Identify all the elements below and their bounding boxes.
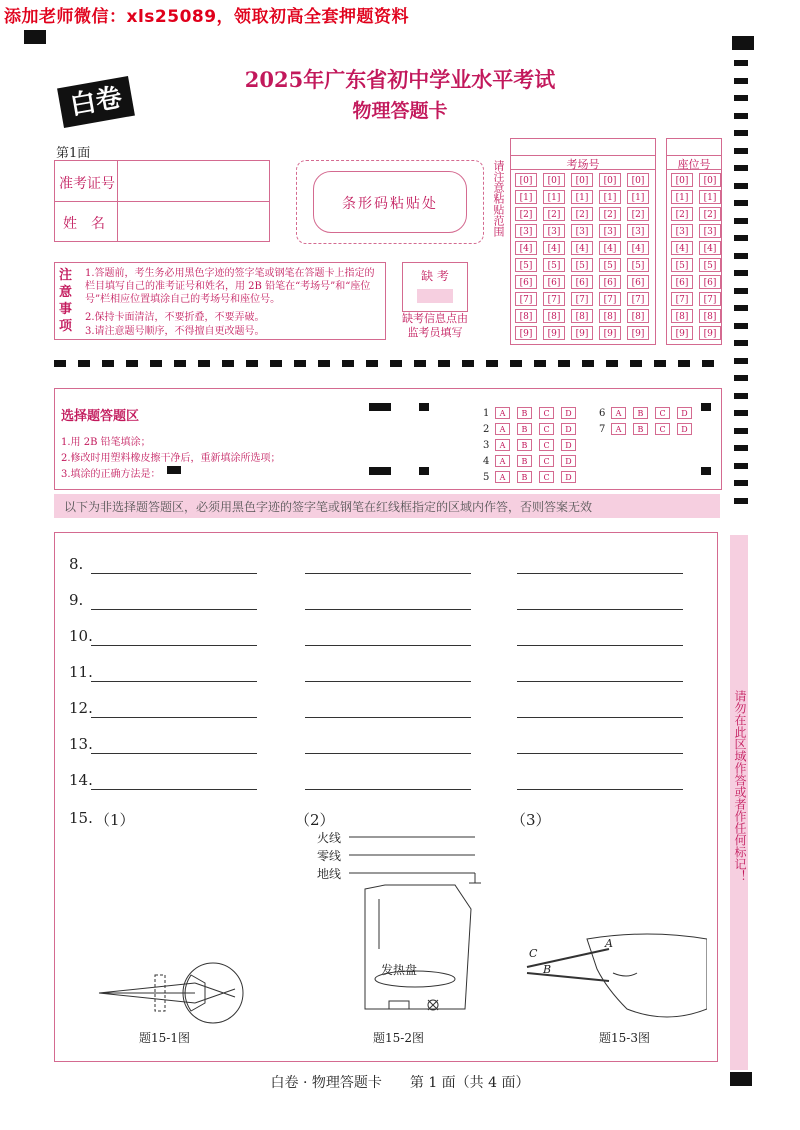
timing-mark xyxy=(734,130,748,136)
paste-range-notice: 请注意粘贴范围 xyxy=(492,160,505,237)
barcode-label: 条形码粘贴处 xyxy=(342,196,438,212)
choice-option-bubble[interactable]: D xyxy=(677,423,692,435)
answer-blank[interactable] xyxy=(517,753,683,754)
choice-area xyxy=(54,388,722,490)
no-answer-sidebar-text: 请勿在此区域作答或者作任何标记！ xyxy=(733,690,747,882)
non-choice-banner xyxy=(54,494,720,518)
separator-dash xyxy=(150,360,162,367)
timing-mark xyxy=(734,358,748,364)
question-number-q14: 14. xyxy=(69,771,93,789)
digit-bubble[interactable]: [6] xyxy=(627,275,649,289)
separator-marks xyxy=(54,360,724,368)
heater-label: 发热盘 xyxy=(381,963,418,977)
separator-dash xyxy=(534,360,546,367)
timing-mark xyxy=(734,183,748,189)
digit-bubble[interactable]: [3] xyxy=(627,224,649,238)
digit-bubble[interactable]: [6] xyxy=(571,275,593,289)
exam-id-field[interactable] xyxy=(119,163,267,199)
figure-15-1-caption: 题15-1图 xyxy=(139,1031,190,1045)
answer-blank[interactable] xyxy=(517,789,683,790)
digit-bubble[interactable]: [5] xyxy=(571,258,593,272)
choice-option-bubble[interactable]: D xyxy=(561,471,576,483)
separator-dash xyxy=(270,360,282,367)
choice-question-row xyxy=(599,423,699,435)
choice-title: 选择题答题区 xyxy=(61,409,140,424)
registration-mark-top-left xyxy=(24,30,46,44)
separator-dash xyxy=(222,360,234,367)
choice-option-bubble[interactable]: D xyxy=(561,439,576,451)
separator-dash xyxy=(702,360,714,367)
timing-mark xyxy=(734,305,748,311)
label-a: A xyxy=(605,937,613,950)
timing-mark xyxy=(734,428,748,434)
absent-box xyxy=(402,262,468,312)
choice-option-bubble[interactable]: D xyxy=(561,407,576,419)
choice-option-bubble[interactable]: B xyxy=(517,455,532,467)
choice-option-bubble[interactable]: A xyxy=(495,423,510,435)
figure-15-1 xyxy=(95,953,255,1033)
timing-mark xyxy=(734,375,748,381)
digit-bubble[interactable]: [3] xyxy=(599,224,621,238)
choice-option-bubble[interactable]: D xyxy=(677,407,692,419)
digit-bubble[interactable]: [5] xyxy=(543,258,565,272)
q15-part2: （2） xyxy=(295,811,335,829)
answer-blank[interactable] xyxy=(91,573,257,574)
banner-text: 以下为非选择题答题区，必须用黑色字迹的签字笔或钢笔在红线框指定的区域内作答，否则答案无效 xyxy=(64,500,593,514)
digit-bubble[interactable]: [4] xyxy=(543,241,565,255)
digit-bubble[interactable]: [9] xyxy=(671,326,693,340)
digit-bubble[interactable]: [9] xyxy=(599,326,621,340)
choice-option-bubble[interactable]: C xyxy=(539,407,554,419)
digit-bubble[interactable]: [8] xyxy=(543,309,565,323)
choice-mark-3 xyxy=(369,467,391,475)
q15-number: 15. xyxy=(69,809,93,827)
fire-wire-label: 火线 xyxy=(317,831,342,845)
choice-option-bubble[interactable]: A xyxy=(495,407,510,419)
timing-mark xyxy=(734,393,748,399)
q15-part1: （1） xyxy=(95,811,135,829)
digit-bubble[interactable]: [7] xyxy=(699,292,721,306)
choice-option-bubble[interactable]: C xyxy=(539,471,554,483)
choice-question-row xyxy=(599,407,699,419)
choice-option-bubble[interactable]: A xyxy=(495,439,510,451)
answer-blank[interactable] xyxy=(91,717,257,718)
timing-mark xyxy=(734,463,748,469)
digit-bubble[interactable]: [3] xyxy=(699,224,721,238)
digit-bubble[interactable]: [1] xyxy=(515,190,537,204)
note-item-1: 1.答题前，考生务必用黑色字迹的签字笔或钢笔在答题卡上指定的栏目填写自己的准考证号和姓名，用 2B 铅笔在“考场号”和“座位号”栏相应位置填涂自己的考场号和座位号。 xyxy=(85,268,375,305)
timing-mark xyxy=(734,235,748,241)
separator-dash xyxy=(102,360,114,367)
seat-grid xyxy=(666,138,722,345)
separator-dash xyxy=(78,360,90,367)
digit-bubble[interactable]: [1] xyxy=(627,190,649,204)
page-title: 2025年广东省初中学业水平考试 xyxy=(244,67,556,92)
digit-bubble[interactable]: [7] xyxy=(543,292,565,306)
digit-bubble[interactable]: [2] xyxy=(543,207,565,221)
digit-bubble[interactable]: [2] xyxy=(515,207,537,221)
separator-dash xyxy=(510,360,522,367)
answer-blank[interactable] xyxy=(91,681,257,682)
answer-blank[interactable] xyxy=(517,645,683,646)
choice-question-row xyxy=(483,439,583,451)
question-number-q12: 12. xyxy=(69,699,93,717)
digit-bubble[interactable]: [0] xyxy=(627,173,649,187)
choice-mark-1 xyxy=(369,403,391,411)
choice-question-number: 6 xyxy=(599,408,606,419)
notes-box xyxy=(54,262,386,340)
separator-dash xyxy=(126,360,138,367)
digit-bubble[interactable]: [4] xyxy=(699,241,721,255)
digit-bubble[interactable]: [5] xyxy=(599,258,621,272)
separator-dash xyxy=(174,360,186,367)
digit-bubble[interactable]: [5] xyxy=(515,258,537,272)
exam-room-label: 考场号 xyxy=(566,158,600,171)
choice-mark-2 xyxy=(419,403,429,411)
digit-bubble[interactable]: [0] xyxy=(571,173,593,187)
digit-bubble[interactable]: [6] xyxy=(599,275,621,289)
barcode-area xyxy=(296,160,484,244)
figure-15-2 xyxy=(345,829,515,1029)
separator-dash xyxy=(294,360,306,367)
answer-blank[interactable] xyxy=(91,753,257,754)
choice-option-bubble[interactable]: C xyxy=(539,455,554,467)
choice-rule-2: 2.修改时用塑料橡皮擦干净后，重新填涂所选项； xyxy=(61,453,281,464)
choice-option-bubble[interactable]: D xyxy=(561,455,576,467)
digit-bubble[interactable]: [2] xyxy=(699,207,721,221)
digit-bubble[interactable]: [6] xyxy=(699,275,721,289)
answer-blank[interactable] xyxy=(517,681,683,682)
choice-option-bubble[interactable]: B xyxy=(517,439,532,451)
digit-bubble[interactable]: [7] xyxy=(515,292,537,306)
timing-mark xyxy=(734,445,748,451)
timing-mark xyxy=(734,253,748,259)
seat-label: 座位号 xyxy=(677,158,711,171)
digit-bubble[interactable]: [8] xyxy=(515,309,537,323)
registration-mark-top-right xyxy=(732,36,754,50)
note-item-3: 3.请注意题号顺序，不得擅自更改题号。 xyxy=(85,326,265,337)
identity-box xyxy=(54,160,270,242)
separator-dash xyxy=(198,360,210,367)
q15-part3: （3） xyxy=(511,811,551,829)
question-number-q8: 8. xyxy=(69,555,84,573)
digit-bubble[interactable]: [6] xyxy=(515,275,537,289)
digit-bubble[interactable]: [0] xyxy=(699,173,721,187)
answer-blank[interactable] xyxy=(91,609,257,610)
timing-mark xyxy=(734,480,748,486)
note-item-2: 2.保持卡面清洁，不要折叠，不要弄破。 xyxy=(85,312,265,323)
digit-bubble[interactable]: [9] xyxy=(543,326,565,340)
choice-mark-4 xyxy=(419,467,429,475)
figure-15-2-caption: 题15-2图 xyxy=(373,1031,424,1045)
separator-dash xyxy=(654,360,666,367)
digit-bubble[interactable]: [1] xyxy=(543,190,565,204)
digit-bubble[interactable]: [4] xyxy=(599,241,621,255)
answer-blank[interactable] xyxy=(305,681,471,682)
separator-dash xyxy=(414,360,426,367)
page-side-label: 第1面 xyxy=(56,146,91,161)
timing-mark xyxy=(734,165,748,171)
page-subtitle: 物理答题卡 xyxy=(352,100,448,122)
white-paper-badge: 白卷 xyxy=(57,76,135,128)
label-c: C xyxy=(529,947,538,960)
choice-option-bubble[interactable]: C xyxy=(539,439,554,451)
timing-mark xyxy=(734,218,748,224)
ground-wire-label: 地线 xyxy=(317,867,342,881)
digit-bubble[interactable]: [8] xyxy=(571,309,593,323)
promo-text: 添加老师微信：xls25089，领取初高全套押题资料 xyxy=(4,7,410,27)
question-number-q13: 13. xyxy=(69,735,93,753)
digit-bubble[interactable]: [7] xyxy=(671,292,693,306)
separator-dash xyxy=(366,360,378,367)
digit-bubble[interactable]: [7] xyxy=(571,292,593,306)
answer-blank[interactable] xyxy=(305,645,471,646)
choice-question-row xyxy=(483,423,583,435)
choice-option-bubble[interactable]: C xyxy=(655,423,670,435)
question-number-q9: 9. xyxy=(69,591,84,609)
answer-blank[interactable] xyxy=(517,717,683,718)
digit-bubble[interactable]: [5] xyxy=(627,258,649,272)
separator-dash xyxy=(54,360,66,367)
digit-bubble[interactable]: [3] xyxy=(571,224,593,238)
absent-note: 缺考信息点由监考员填写 xyxy=(402,312,468,339)
choice-option-bubble[interactable]: B xyxy=(633,423,648,435)
digit-bubble[interactable]: [3] xyxy=(543,224,565,238)
timing-mark xyxy=(734,148,748,154)
choice-question-number: 7 xyxy=(599,424,606,435)
figure-15-3-caption: 题15-3图 xyxy=(599,1031,650,1045)
exam-id-label: 准考证号 xyxy=(59,176,115,192)
separator-dash xyxy=(678,360,690,367)
digit-bubble[interactable]: [5] xyxy=(699,258,721,272)
separator-dash xyxy=(246,360,258,367)
separator-dash xyxy=(318,360,330,367)
correct-fill-sample xyxy=(167,466,181,474)
digit-bubble[interactable]: [9] xyxy=(627,326,649,340)
answer-blank[interactable] xyxy=(517,609,683,610)
digit-bubble[interactable]: [0] xyxy=(599,173,621,187)
digit-bubble[interactable]: [6] xyxy=(671,275,693,289)
neutral-wire-label: 零线 xyxy=(317,849,342,863)
choice-option-bubble[interactable]: B xyxy=(633,407,648,419)
answer-blank[interactable] xyxy=(305,573,471,574)
digit-bubble[interactable]: [8] xyxy=(627,309,649,323)
choice-option-bubble[interactable]: D xyxy=(561,423,576,435)
name-field[interactable] xyxy=(119,203,267,239)
separator-dash xyxy=(606,360,618,367)
absent-bubble[interactable] xyxy=(417,289,453,303)
digit-bubble[interactable]: [0] xyxy=(671,173,693,187)
digit-bubble[interactable]: [4] xyxy=(627,241,649,255)
absent-label: 缺 考 xyxy=(421,269,449,283)
choice-question-number: 5 xyxy=(483,472,490,483)
digit-bubble[interactable]: [6] xyxy=(543,275,565,289)
timing-mark xyxy=(734,340,748,346)
choice-mark-5 xyxy=(701,403,711,411)
timing-mark xyxy=(734,323,748,329)
name-label: 姓 名 xyxy=(63,216,105,232)
digit-bubble[interactable]: [5] xyxy=(671,258,693,272)
digit-bubble[interactable]: [8] xyxy=(599,309,621,323)
digit-bubble[interactable]: [2] xyxy=(571,207,593,221)
choice-question-row xyxy=(483,407,583,419)
answer-blank[interactable] xyxy=(305,789,471,790)
digit-bubble[interactable]: [3] xyxy=(515,224,537,238)
choice-option-bubble[interactable]: C xyxy=(655,407,670,419)
digit-bubble[interactable]: [4] xyxy=(671,241,693,255)
digit-bubble[interactable]: [7] xyxy=(599,292,621,306)
digit-bubble[interactable]: [0] xyxy=(543,173,565,187)
choice-option-bubble[interactable]: B xyxy=(517,423,532,435)
digit-bubble[interactable]: [1] xyxy=(571,190,593,204)
digit-bubble[interactable]: [9] xyxy=(515,326,537,340)
choice-question-number: 2 xyxy=(483,424,490,435)
choice-question-number: 3 xyxy=(483,440,490,451)
timing-mark xyxy=(734,270,748,276)
choice-rule-3: 3.填涂的正确方法是： xyxy=(61,469,161,480)
answer-blank[interactable] xyxy=(91,789,257,790)
separator-dash xyxy=(558,360,570,367)
timing-marks xyxy=(734,60,748,520)
digit-bubble[interactable]: [2] xyxy=(627,207,649,221)
timing-mark xyxy=(734,288,748,294)
choice-question-number: 1 xyxy=(483,408,490,419)
exam-room-grid xyxy=(510,138,656,345)
choice-question-number: 4 xyxy=(483,456,490,467)
choice-option-bubble[interactable]: A xyxy=(495,471,510,483)
digit-bubble[interactable]: [9] xyxy=(571,326,593,340)
choice-option-bubble[interactable]: A xyxy=(611,407,626,419)
choice-question-row xyxy=(483,455,583,467)
choice-option-bubble[interactable]: C xyxy=(539,423,554,435)
choice-option-bubble[interactable]: B xyxy=(517,471,532,483)
digit-bubble[interactable]: [2] xyxy=(671,207,693,221)
separator-dash xyxy=(486,360,498,367)
timing-mark xyxy=(734,410,748,416)
digit-bubble[interactable]: [7] xyxy=(627,292,649,306)
digit-bubble[interactable]: [4] xyxy=(515,241,537,255)
digit-bubble[interactable]: [8] xyxy=(699,309,721,323)
answer-blank[interactable] xyxy=(305,753,471,754)
question-number-q10: 10. xyxy=(69,627,93,645)
separator-dash xyxy=(582,360,594,367)
choice-rule-1: 1.用 2B 铅笔填涂； xyxy=(61,437,151,448)
separator-dash xyxy=(342,360,354,367)
question-number-q11: 11. xyxy=(69,663,93,681)
digit-bubble[interactable]: [3] xyxy=(671,224,693,238)
digit-bubble[interactable]: [9] xyxy=(699,326,721,340)
separator-dash xyxy=(630,360,642,367)
notes-label: 注意事项 xyxy=(59,268,73,334)
digit-bubble[interactable]: [1] xyxy=(599,190,621,204)
answer-blank[interactable] xyxy=(305,609,471,610)
digit-bubble[interactable]: [2] xyxy=(599,207,621,221)
digit-bubble[interactable]: [0] xyxy=(515,173,537,187)
separator-dash xyxy=(462,360,474,367)
label-b: B xyxy=(543,963,552,976)
digit-bubble[interactable]: [1] xyxy=(671,190,693,204)
digit-bubble[interactable]: [4] xyxy=(571,241,593,255)
page-footer: 白卷 · 物理答题卡 第 1 面（共 4 面） xyxy=(270,1075,530,1091)
timing-mark xyxy=(734,498,748,504)
digit-bubble[interactable]: [1] xyxy=(699,190,721,204)
separator-dash xyxy=(390,360,402,367)
choice-mark-6 xyxy=(701,467,711,475)
answer-blank[interactable] xyxy=(305,717,471,718)
answer-area xyxy=(54,532,718,1062)
choice-option-bubble[interactable]: A xyxy=(495,455,510,467)
choice-option-bubble[interactable]: B xyxy=(517,407,532,419)
answer-blank[interactable] xyxy=(91,645,257,646)
separator-dash xyxy=(438,360,450,367)
choice-question-row xyxy=(483,471,583,483)
digit-bubble[interactable]: [8] xyxy=(671,309,693,323)
answer-blank[interactable] xyxy=(517,573,683,574)
timing-mark xyxy=(734,200,748,206)
choice-option-bubble[interactable]: A xyxy=(611,423,626,435)
